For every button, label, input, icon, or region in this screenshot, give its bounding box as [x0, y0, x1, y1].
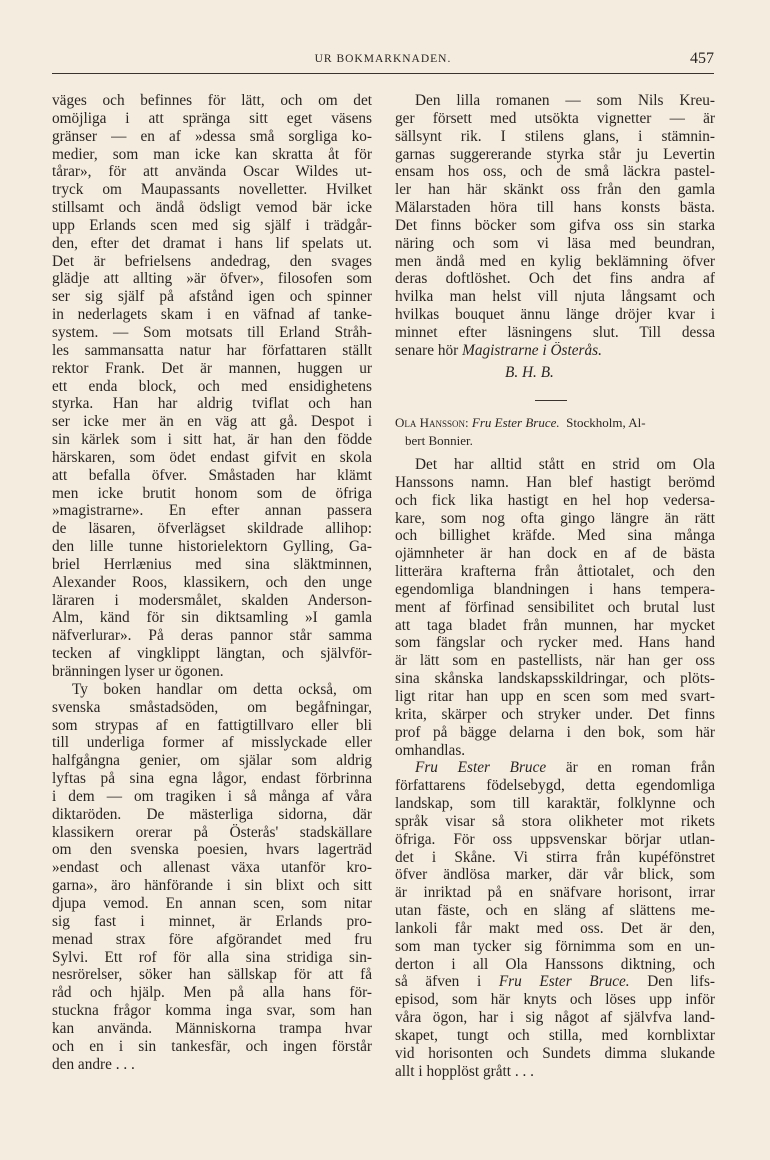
text-line: den lille tunne historielektorn Gylling, Ga- [52, 538, 372, 556]
text-line: Ty boken handlar om detta också, om [72, 680, 372, 698]
text-line: sig fast i minnet, är Erlands pro- [52, 912, 372, 930]
text-line: det i Skåne. Vi stirra från kupéfönstret [395, 848, 715, 866]
text-line: som man tycker sig förnimma som en un- [395, 937, 715, 955]
reviewer-signature: B. H. B. [505, 364, 554, 381]
text-line: Det finns böcker som gifva oss sin starka [395, 216, 715, 234]
text-line: system. — Som motsats till Erland Stråh- [52, 323, 372, 341]
text-line: kan använda. Människorna trampa hvar [52, 1019, 372, 1037]
text-line: ment af förfinad sensibilitet och brutal lust [395, 598, 715, 616]
text-line: allt i hopplöst grått . . . [395, 1062, 534, 1080]
text-line: Det har alltid stått en strid om Ola [415, 456, 715, 473]
right-column-review-body [395, 456, 715, 1081]
text-line: ger försett med utsökta vignetter — är [395, 109, 715, 127]
review-heading: Ola Hansson: Fru Ester Bruce. Stockholm, Al- bert Bonnier. [395, 414, 715, 450]
text-line: glädje att allting »är öfver», filosofen som [52, 270, 372, 288]
text-line: sällsynt rik. I stilens glans, i stämnin- [395, 127, 715, 145]
text-line: klassikern orerar på Österås' stadskällare [52, 823, 372, 841]
text-line: som strypas af en fattigtillvaro eller bli [52, 716, 372, 734]
text-line: sina skånska landskapsskildringar, och plöts- [395, 670, 715, 688]
text-line: språk visar så stora olikheter mot rikets [395, 812, 715, 830]
text-line: krita, skärper och stryker under. Det finns [395, 705, 715, 723]
text-line [395, 973, 715, 991]
text-segment: så äfven i [395, 973, 499, 991]
text-line: derton i all Ola Hanssons diktning, och [395, 955, 715, 973]
text-line: nesrörelser, söker han sällskap för att få [52, 966, 372, 984]
text-line: lankoli får makt med oss. Det är den, [395, 919, 715, 937]
text-line: tårar», för att använda Oscar Wildes ut- [52, 163, 372, 181]
text-line: episod, som här knyts och löses upp inför [395, 991, 715, 1009]
text-line: bränningen lyser ur ögonen. [52, 663, 224, 680]
text-line: omöjliga i att spränga sitt eget väsens [52, 109, 372, 127]
text-line: de läsaren, öfverlägset skildrade allihop: [52, 520, 372, 538]
text-line: halfgångna genier, om själar som aldrig [52, 752, 372, 770]
text-line: härskaren, som ödet endast gifvit en skola [52, 448, 372, 466]
text-line [395, 759, 715, 777]
text-line: Hanssons namn. Han blef hastigt berömd [395, 473, 715, 491]
text-line: Mälarstaden höra till hans konsts bästa. [395, 199, 715, 217]
text-line: i dem — om tragiken i så många af våra [52, 787, 372, 805]
text-line: ser icke mer än en väg att gå. Despot i [52, 413, 372, 431]
text-line: öfriga. För oss uppsvenskar börjar utlan- [395, 830, 715, 848]
text-line: ett enda block, och med ensidighetens [52, 377, 372, 395]
page-number: 457 [690, 50, 714, 67]
text-line: näfverlurar». På deras pannor står samma [52, 627, 372, 645]
text-line: Sylvi. Ett rof för alla sina stridiga sin- [52, 948, 372, 966]
text-line: prof på bägge delarna i den bok, som här [395, 723, 715, 741]
review-author: Ola Hansson [395, 415, 466, 430]
text-segment: Den lifs- [629, 973, 715, 991]
text-line: näring och som vi läsa med beundran, [395, 234, 715, 252]
text-line: Den lilla romanen — som Nils Kreu- [415, 92, 715, 109]
publisher: Stockholm, Al- [566, 415, 646, 430]
text-line: författarens födelsebygd, detta egendomliga [395, 777, 715, 795]
text-line: medier, som man icke kan skratta åt för [52, 145, 372, 163]
text-line: ensam hos oss, och de små läckra pastel- [395, 163, 715, 181]
text-line: menad strax före afgörandet med fru [52, 930, 372, 948]
italic-title: Fru Ester Bruce. [498, 973, 630, 991]
text-line: briel Herrlænius med sina släktminnen, [52, 555, 372, 573]
text-line: och billighet kräfde. Med sina många [395, 527, 715, 545]
text-line: gränser — en af »dessa små sorgliga ko- [52, 127, 372, 145]
text-line: som fängslar och rycker med. Hans hand [395, 634, 715, 652]
text-line: djupa vemod. En annan scen, som nitar [52, 894, 372, 912]
text-line: skapet, tungt och stilla, med kornblixtar [395, 1027, 715, 1044]
text-line: tecken af vingklippt längtan, och självför- [52, 645, 372, 663]
text-line: hvilka man helst vill njuta långsamt och [395, 288, 715, 306]
italic-title: Magistrarne i Österås. [462, 341, 602, 359]
text-segment: senare hör [395, 341, 463, 359]
text-line: till underliga former af misslyckade eller [52, 734, 372, 752]
text-line: men icke brutit honom som de öfriga [52, 484, 372, 502]
text-line: hvilkas bouquet ännu länge dröjer kvar i [395, 306, 715, 324]
text-line: in nederlagets skam i en väfnad af tanke- [52, 306, 372, 324]
text-line: vid horisonten och Sundets dimma slukande [395, 1044, 715, 1062]
text-line: kare, som nog ofta gingo längre än rätt [395, 509, 715, 527]
running-title: UR BOKMARKNADEN. [314, 53, 452, 65]
text-line: våra ögon, har i sig något af självfva land- [395, 1009, 715, 1027]
right-column-review-end [395, 92, 715, 360]
text-line: tryck om Maupassants novelletter. Hvilket [52, 181, 372, 199]
text-line: ler han här skänkt oss från den gamla [395, 181, 715, 199]
text-line: upp Erlands scen med sig själf i trädgår- [52, 216, 372, 234]
text-line: ojämnheter är han dock en af de bästa [395, 545, 715, 563]
publisher-cont: bert Bonnier. [405, 433, 473, 448]
text-line: garnas suggererande styrka står ju Levertin [395, 145, 715, 163]
text-line: svenska småstadsöden, om begåfningar, [52, 698, 372, 716]
text-line: ligt ritar han upp en scen som med svart- [395, 687, 715, 705]
section-divider [535, 400, 567, 401]
text-line: les sammansatta natur har författaren ställt [52, 341, 372, 359]
text-line: litterära krafterna från åttiotalet, och den [395, 563, 715, 581]
text-line: stuckna frågor komma inga svar, som han [52, 1002, 372, 1020]
header-rule [52, 73, 714, 74]
text-segment: är en roman från [546, 759, 715, 777]
text-line: den andre . . . [52, 1055, 135, 1073]
text-line: väges och befinnes för lätt, och om det [52, 92, 372, 109]
text-line: Det är befrielsens andedrag, den svages [52, 252, 372, 270]
text-line: rektor Frank. Det är mannen, huggen ur [52, 359, 372, 377]
page-header [52, 50, 714, 72]
text-line: omhandlas. [395, 741, 466, 759]
text-line: att taga bladet från munnen, har mycket [395, 616, 715, 634]
text-line: landskap, som till karaktär, folklynne och [395, 795, 715, 813]
text-line: och en i sin tankesfär, och ingen förstår [52, 1037, 372, 1055]
text-line: sin kärlek som i sitt hat, är han den födde [52, 431, 372, 449]
text-line: och fick lika hastigt en hel hop vedersa- [395, 491, 715, 509]
text-line: minnet efter läsningens slut. Till dessa [395, 323, 715, 341]
text-line: Alexander Roos, klassikern, och den unge [52, 573, 372, 591]
text-line: läraren i modersmålet, skalden Anderson- [52, 591, 372, 609]
text-line: att befalla öfver. Småstaden har klämt [52, 466, 372, 484]
text-line: Alm, känd för sin diktsamling »I gamla [52, 609, 372, 627]
text-line: garna», äro hänförande i sin blixt och sitt [52, 877, 372, 895]
text-line: råd och hjälp. Men på alla hans för- [52, 984, 372, 1002]
text-line [395, 342, 715, 360]
text-line: är lätt som en pastellists, när han ger oss [395, 652, 715, 670]
text-line: öfver ändlösa marker, där vår blick, som [395, 866, 715, 884]
review-title: Fru Ester Bruce. [471, 415, 560, 430]
text-line: deras doftlöshet. Och det fins andra af [395, 270, 715, 288]
text-line: stillsamt och ändå ödsligt vemod bär icke [52, 199, 372, 217]
text-line: utan fäste, och en släng af slättens me- [395, 902, 715, 920]
text-line: »endast och allenast växa utanför kro- [52, 859, 372, 877]
text-line: är inriktad på en snäfvare horisont, irrar [395, 884, 715, 902]
text-line: diktaröden. De mästerliga sidorna, där [52, 805, 372, 823]
text-line: lyftas på sina egna lågor, endast förbrinna [52, 770, 372, 788]
text-line: egendomliga blandningen i hans tempera- [395, 580, 715, 598]
text-line: styrka. Han har aldrig tviflat och han [52, 395, 372, 413]
text-line: den, efter det dramat i hans lif spelats ut. [52, 234, 372, 252]
text-line: men ändå med en kylig beklämning öfver [395, 252, 715, 270]
text-line: om den svenska poesien, hvars lagerträd [52, 841, 372, 859]
italic-title: Fru Ester Bruce [415, 759, 547, 777]
left-column [52, 92, 372, 1073]
text-line: »magistrarne». En efter annan passera [52, 502, 372, 520]
text-line: ser sig själf på afstånd igen och spinner [52, 288, 372, 306]
